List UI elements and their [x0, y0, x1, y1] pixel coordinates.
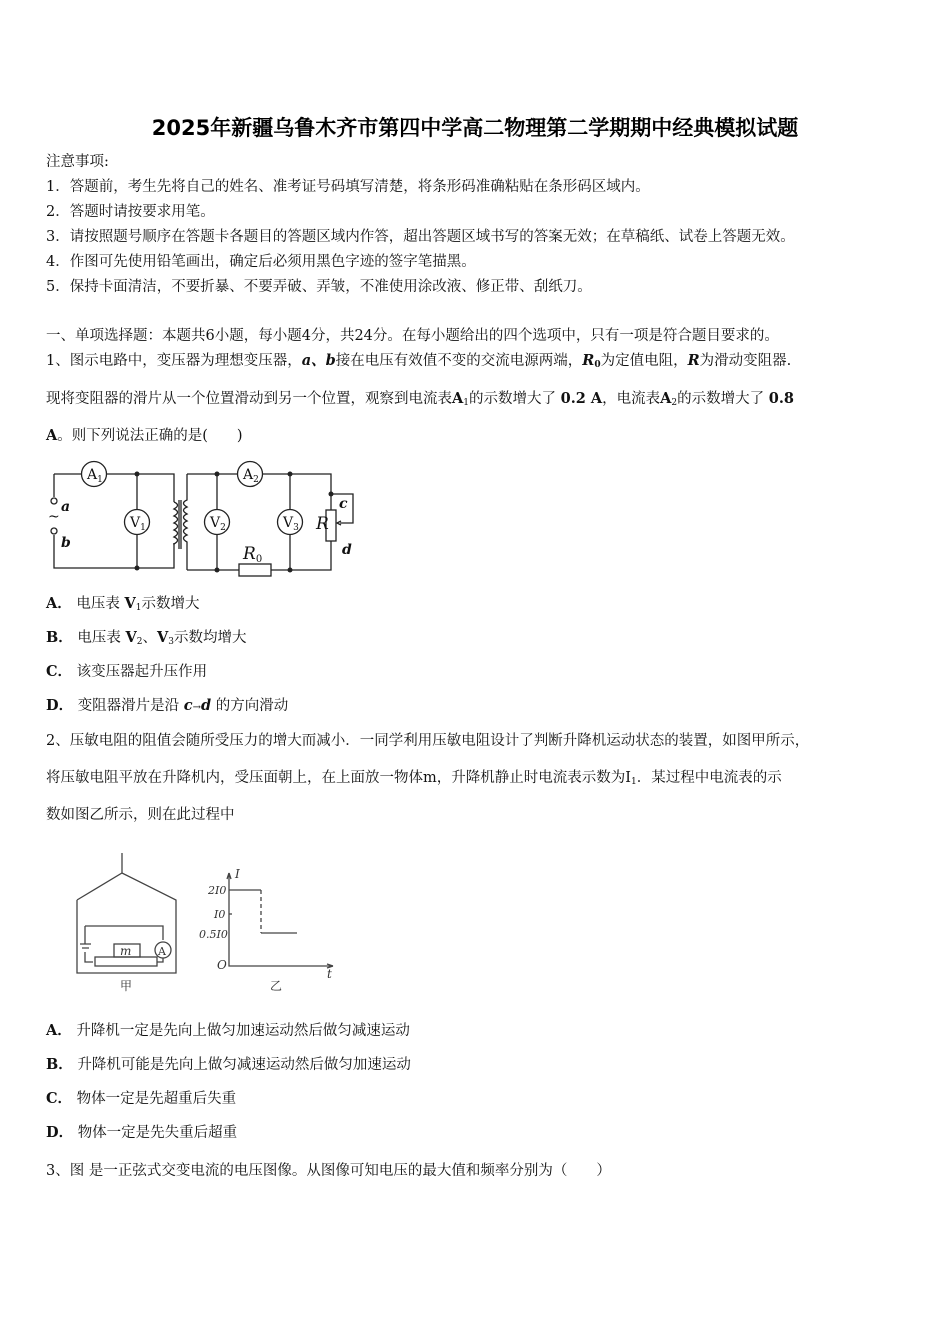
- option-symbol: V: [124, 595, 136, 612]
- svg-text:I: I: [235, 867, 240, 881]
- q1-r0: R: [582, 352, 595, 369]
- option-symbol: c: [183, 697, 193, 714]
- q2-option-a: [46, 1021, 410, 1041]
- page-title: 2025年新疆乌鲁木齐市第四中学高二物理第二学期期中经典模拟试题: [151, 116, 799, 140]
- option-symbol: d: [201, 697, 212, 714]
- notice-item-3: 3．请按照题号顺序在答题卡各题目的答题区域内作答，超出答题区域书写的答案无效；在草稿纸、试卷上答题无效。: [46, 229, 795, 245]
- option-letter: C．: [46, 663, 73, 680]
- option-text: 示数增大: [141, 596, 200, 612]
- svg-text:t: t: [327, 967, 332, 981]
- q2-text: 将压敏电阻平放在升降机内，受压面朝上，在上面放一物体m，升降机静止时电流表示数为I: [46, 770, 631, 786]
- q1-a1: A: [452, 390, 464, 407]
- option-letter: C．: [46, 1090, 73, 1107]
- option-letter: B．: [46, 1056, 73, 1073]
- svg-text:V3: $V_3$: [283, 515, 299, 533]
- svg-text:V1: $V_1$: [130, 515, 146, 533]
- option-text: 物体一定是先超重后失重: [76, 1091, 237, 1107]
- svg-text:乙: 乙: [270, 979, 283, 993]
- q1-line-1: [46, 351, 791, 375]
- option-letter: B．: [46, 629, 73, 646]
- q1-r: R: [687, 352, 700, 369]
- q2-line-2: [46, 768, 782, 792]
- svg-text:I0: I0: [214, 908, 226, 921]
- svg-text:R0: R0: [243, 544, 263, 565]
- notice-item-1: 1．答题前，考生先将自己的姓名、准考证号码填写清楚，将条形码准确粘贴在条形码区域内。: [46, 179, 650, 195]
- option-text: 物体一定是先失重后超重: [77, 1125, 238, 1141]
- q1-text: ，电流表: [602, 391, 661, 407]
- q2-line-3: 数如图乙所示，则在此过程中: [46, 807, 235, 823]
- option-text: 电压表: [76, 596, 125, 612]
- q2-text: ．某过程中电流表的示: [636, 770, 782, 786]
- q1-option-c: [46, 662, 207, 682]
- svg-text:2I0: 2I0: [208, 884, 227, 897]
- q1-value-2: 0.8: [768, 390, 794, 407]
- svg-text:a: a: [61, 499, 71, 515]
- svg-text:m: m: [120, 944, 132, 958]
- q1-option-b: [46, 628, 246, 652]
- option-text: 变阻器滑片是沿: [77, 698, 184, 714]
- option-sub: 2: [136, 637, 143, 647]
- notice-heading: 注意事项:: [46, 154, 109, 170]
- option-text: 升降机一定是先向上做匀加速运动然后做匀减速运动: [76, 1023, 410, 1039]
- q1-unit: A: [46, 427, 58, 444]
- q2-option-c: [46, 1089, 236, 1109]
- q3-line-1: 3、图 是一正弦式交变电流的电压图像。从图像可知电压的最大值和频率分别为（ ）: [46, 1163, 611, 1179]
- svg-text:c: c: [339, 496, 348, 512]
- q2-sub: 1: [630, 777, 637, 787]
- option-symbol: V: [125, 629, 137, 646]
- q1-a2: A: [660, 390, 672, 407]
- notice-item-4: 4．作图可先使用铅笔画出，确定后必须用黑色字迹的签字笔描黑。: [46, 254, 476, 270]
- svg-text:R: R: [316, 514, 329, 534]
- notice-item-5: 5．保持卡面清洁，不要折暴、不要弄破、弄皱，不准使用涂改液、修正带、刮纸刀。: [46, 279, 592, 295]
- q2-figure: [45, 840, 345, 1000]
- svg-text:~: ~: [48, 509, 60, 525]
- svg-text:A1: $A_1$: [87, 467, 103, 485]
- q1-text: 接在电压有效值不变的交流电源两端，: [335, 353, 583, 369]
- q2-option-b: [46, 1055, 411, 1075]
- q1-text: 为滑动变阻器.: [699, 353, 792, 369]
- option-letter: A．: [46, 595, 72, 612]
- q1-text: 的示数增大了: [469, 391, 556, 407]
- arrow-icon: →: [192, 702, 202, 713]
- q1-line-2: [46, 389, 794, 413]
- svg-text:d: d: [342, 542, 352, 558]
- option-letter: D．: [46, 697, 74, 714]
- q2-line-1: 2、压敏电阻的阻值会随所受压力的增大而减小．一同学利用压敏电阻设计了判断升降机运动状态的装置，如图甲所示，: [46, 733, 810, 749]
- option-letter: A．: [46, 1022, 72, 1039]
- q1-value-1: 0.2 A: [560, 390, 603, 407]
- q1-ab: a、b: [301, 352, 336, 369]
- svg-text:V2: $V_2$: [210, 515, 226, 533]
- q1-option-a: [46, 594, 199, 618]
- q1-text: 1、图示电路中，变压器为理想变压器，: [46, 353, 302, 369]
- q1-line-3: [46, 426, 243, 446]
- option-text: 示数均增大: [173, 630, 247, 646]
- svg-text:b: b: [61, 535, 71, 551]
- option-text: 、: [142, 630, 157, 646]
- q1-text: 现将变阻器的滑片从一个位置滑动到另一个位置，观察到电流表: [46, 391, 452, 407]
- svg-text:O: O: [217, 958, 227, 972]
- option-text: 该变压器起升压作用: [76, 664, 208, 680]
- svg-text:0.5I0: 0.5I0: [199, 928, 228, 941]
- q1-r0-sub: 0: [594, 360, 601, 370]
- option-text: 电压表: [77, 630, 126, 646]
- option-letter: D．: [46, 1124, 74, 1141]
- q1-text: 的示数增大了: [677, 391, 765, 407]
- q1-a1-sub: 1: [463, 398, 469, 408]
- option-text: 的方向滑动: [211, 698, 289, 714]
- option-symbol: V: [156, 629, 169, 646]
- svg-text:A: A: [158, 945, 166, 958]
- svg-text:A2: $A_2$: [243, 467, 259, 485]
- option-text: 升降机可能是先向上做匀减速运动然后做匀加速运动: [77, 1057, 411, 1073]
- notice-item-2: 2．答题时请按要求用笔。: [46, 204, 215, 220]
- section-heading: 一、单项选择题：本题共6小题，每小题4分，共24分。在每小题给出的四个选项中，只有一项是符合题目要求的。: [46, 328, 779, 344]
- option-sub: 3: [168, 637, 174, 647]
- option-sub: 1: [135, 603, 142, 613]
- q2-option-d: [46, 1123, 237, 1143]
- q1-option-d: [46, 696, 288, 718]
- q1-a2-sub: 2: [671, 398, 678, 408]
- q1-circuit-diagram: [40, 455, 370, 585]
- q1-text: 。则下列说法正确的是( ): [57, 428, 243, 444]
- svg-text:甲: 甲: [120, 979, 133, 993]
- q1-text: 为定值电阻，: [600, 353, 688, 369]
